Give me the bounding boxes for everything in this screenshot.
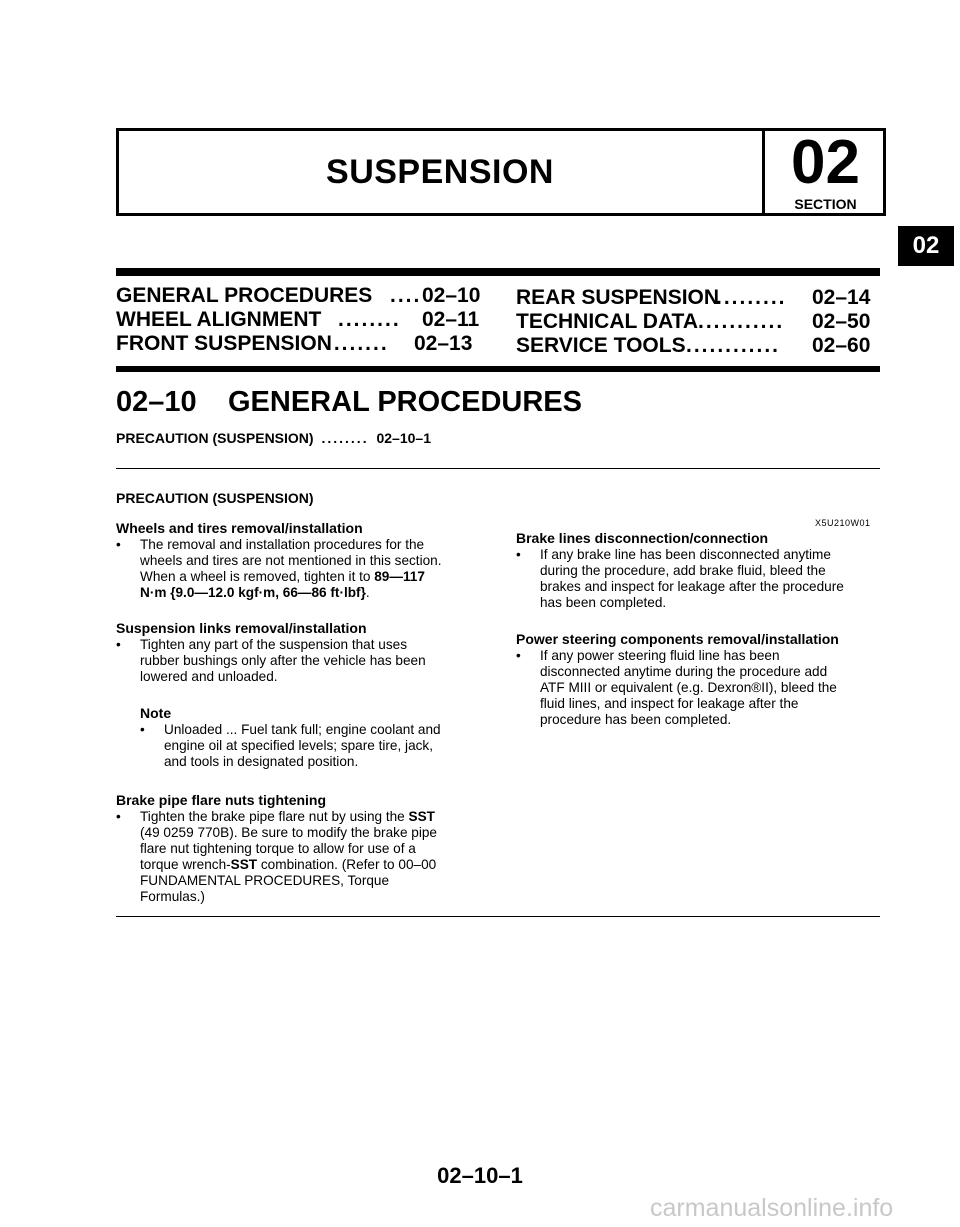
susp-links-bullet <box>116 637 486 685</box>
toc-item-label: REAR SUSPENSION <box>516 286 720 309</box>
bullet-icon: • <box>140 722 145 737</box>
brake-pipe-title: Brake pipe flare nuts tightening <box>116 792 327 808</box>
note-section <box>140 705 486 770</box>
toc-item-rear-suspension[interactable] <box>516 286 870 310</box>
toc-left-column <box>116 284 480 356</box>
toc-right-column <box>516 286 870 358</box>
content-bottom-rule <box>116 916 880 917</box>
page-title: SUSPENSION <box>326 152 554 191</box>
wheels-bullet <box>116 537 486 601</box>
toc-item-label: GENERAL PROCEDURES <box>116 284 373 307</box>
susp-links-title: Suspension links removal/installation <box>116 620 367 636</box>
block-title: PRECAUTION (SUSPENSION) <box>116 490 314 506</box>
power-steering-bullet <box>516 648 886 728</box>
toc-item-technical-data[interactable] <box>516 310 870 334</box>
brake-pipe-line: combination. (Refer to 00–00 <box>257 857 437 872</box>
susp-links-line: lowered and unloaded. <box>140 669 278 684</box>
toc-item-service-tools[interactable] <box>516 334 870 358</box>
note-line: Unloaded ... Fuel tank full; engine coolant and <box>164 722 441 737</box>
content-top-rule <box>116 468 880 469</box>
section-tab-badge[interactable]: 02 <box>898 226 954 266</box>
bullet-icon: • <box>116 637 121 652</box>
wheels-section <box>116 520 486 601</box>
power-steering-line: ATF MIII or equivalent (e.g. Dexron®II), bleed the <box>540 680 837 695</box>
brake-pipe-line: FUNDAMENTAL PROCEDURES, Torque <box>140 873 390 888</box>
bullet-icon: • <box>116 809 121 824</box>
section-heading <box>116 386 582 419</box>
section-label: SECTION <box>794 196 857 212</box>
brake-lines-line: brakes and inspect for leakage after the procedure <box>540 579 844 594</box>
bullet-icon: • <box>516 547 521 562</box>
doc-code: X5U210W01 <box>815 518 871 528</box>
wheels-title: Wheels and tires removal/installation <box>116 520 363 536</box>
power-steering-line: procedure has been completed. <box>540 712 732 727</box>
subtoc-item-precaution[interactable] <box>116 430 431 446</box>
toc-item-page: 02–60 <box>812 334 871 357</box>
note-line: engine oil at specified levels; spare tire, jack, <box>164 738 433 753</box>
brake-lines-line: If any brake line has been disconnected anytime <box>540 547 831 562</box>
susp-links-section <box>116 620 486 685</box>
sst-label: SST <box>408 809 435 824</box>
toc-item-label: WHEEL ALIGNMENT <box>116 308 322 331</box>
torque-value: 89—117 <box>374 569 425 584</box>
power-steering-line: disconnected anytime during the procedure add <box>540 664 828 679</box>
right-column <box>516 530 886 728</box>
subtoc-page: 02–10–1 <box>376 430 431 446</box>
toc-item-dots: ........ <box>338 308 401 331</box>
brake-pipe-line: torque wrench- <box>140 857 231 872</box>
brake-lines-title: Brake lines disconnection/connection <box>516 530 769 546</box>
subtoc-dots: ........ <box>321 430 369 446</box>
section-number: 02 <box>791 128 860 197</box>
toc-item-page: 02–14 <box>812 286 871 309</box>
sst-label: SST <box>230 857 258 872</box>
power-steering-section <box>516 631 886 728</box>
toc-item-page: 02–11 <box>422 308 480 331</box>
susp-links-line: Tighten any part of the suspension that uses <box>140 637 408 652</box>
note-line: and tools in designated position. <box>164 754 359 769</box>
brake-pipe-line: Tighten the brake pipe flare nut by using the <box>140 809 409 824</box>
wheels-line: The removal and installation procedures for the <box>140 537 425 552</box>
brake-pipe-section <box>116 792 486 905</box>
toc-item-general-procedures[interactable] <box>116 284 480 308</box>
section-heading-number: 02–10 <box>116 386 197 418</box>
toc-item-label: TECHNICAL DATA <box>516 310 698 333</box>
page-number: 02–10–1 <box>437 1163 523 1188</box>
brake-lines-bullet <box>516 547 886 611</box>
toc-item-dots: ......... <box>716 286 787 309</box>
toc-item-wheel-alignment[interactable] <box>116 308 480 332</box>
wheels-line: wheels and tires are not mentioned in this section. <box>140 553 442 568</box>
bullet-icon: • <box>116 537 121 552</box>
left-column <box>116 520 486 905</box>
subtoc-label: PRECAUTION (SUSPENSION) <box>116 430 314 446</box>
wheels-line: . <box>365 585 370 600</box>
wheels-line: When a wheel is removed, tighten it to <box>140 569 375 584</box>
toc-item-dots: .... <box>390 284 422 307</box>
brake-pipe-bullet <box>116 809 486 905</box>
toc-item-dots: ........... <box>698 310 785 333</box>
toc-item-label: FRONT SUSPENSION <box>116 332 332 355</box>
toc-item-dots: ........ <box>326 332 389 355</box>
bullet-icon: • <box>516 648 521 663</box>
section-heading-title: GENERAL PROCEDURES <box>228 386 582 418</box>
brake-lines-line: during the procedure, add brake fluid, bleed the <box>540 563 826 578</box>
toc-bottom-rule <box>116 366 880 372</box>
power-steering-line: If any power steering fluid line has been <box>540 648 780 663</box>
toc-top-rule <box>116 268 880 276</box>
toc-item-dots: ............ <box>686 334 781 357</box>
brake-lines-section <box>516 530 886 611</box>
power-steering-title: Power steering components removal/installation <box>516 631 839 647</box>
toc-item-label: SERVICE TOOLS <box>516 334 686 357</box>
note-bullet <box>140 722 486 770</box>
brake-pipe-line: (49 0259 770B). Be sure to modify the brake pipe <box>140 825 437 840</box>
toc-item-page: 02–10 <box>422 284 481 307</box>
watermark: carmanualsonline.info <box>650 1194 894 1222</box>
torque-value: N·m {9.0—12.0 kgf·m, 66—86 ft·lbf} <box>140 585 366 600</box>
susp-links-line: rubber bushings only after the vehicle has been <box>140 653 426 668</box>
power-steering-line: fluid lines, and inspect for leakage after the <box>540 696 799 711</box>
toc-item-page: 02–50 <box>812 310 871 333</box>
toc-item-front-suspension[interactable] <box>116 332 480 356</box>
brake-pipe-line: Formulas.) <box>140 889 205 904</box>
toc-item-page: 02–13 <box>414 332 473 355</box>
brake-lines-line: has been completed. <box>540 595 667 610</box>
note-title: Note <box>140 705 172 721</box>
brake-pipe-line: flare nut tightening torque to allow for use of a <box>140 841 416 856</box>
